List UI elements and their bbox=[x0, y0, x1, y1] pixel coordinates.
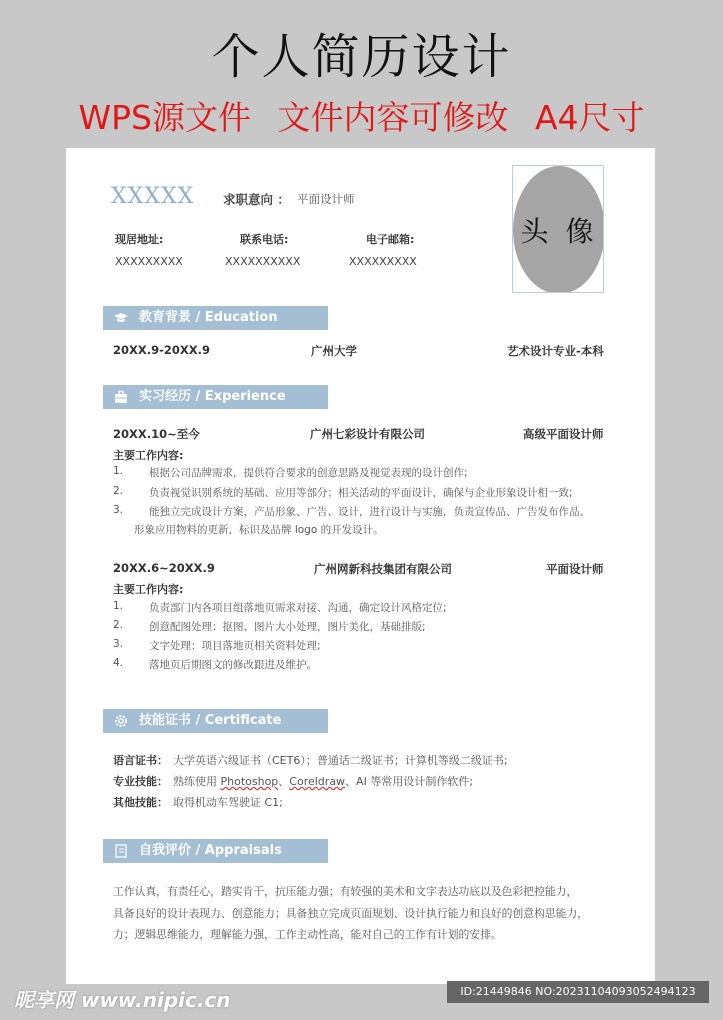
resume-page bbox=[66, 148, 655, 984]
job2-duty-num: 4. bbox=[113, 657, 124, 669]
job2-duty-text: 文字处理：项目落地页相关资料处理; bbox=[149, 640, 321, 652]
job-intent-label: 求职意向 ： bbox=[223, 192, 290, 207]
job1-period: 20XX.10~至今 bbox=[113, 427, 200, 441]
job1-duties-label: 主要工作内容: bbox=[113, 449, 184, 462]
phone-label: 联系电话: bbox=[240, 233, 289, 246]
address-value[interactable]: XXXXXXXXX bbox=[115, 255, 183, 268]
job2-position: 平面设计师 bbox=[546, 562, 604, 576]
appraisal-line: 具备良好的设计表现力、创意能力；具备独立完成页面规划、设计执行能力和良好的创意构思能力， bbox=[113, 907, 589, 920]
photoshop-word: Photoshop bbox=[220, 775, 279, 788]
appraisal-line: 力；逻辑思维能力，理解能力强，工作主动性高，能对自己的工作有计划的安排。 bbox=[113, 928, 502, 941]
job-intent-value[interactable]: 平面设计师 bbox=[297, 192, 355, 206]
graduation-cap-icon bbox=[113, 310, 129, 326]
job1-duty-text: 能独立完成设计方案，产品形象、广告、设计，进行设计与实施，负责宣传品、广告发布作品、 bbox=[149, 506, 590, 518]
job1-duty-text: 负责视觉识别系统的基础、应用等部分；相关活动的平面设计，确保与企业形象设计相一致; bbox=[149, 487, 573, 499]
site-watermark: 昵享网 www.nipic.cn bbox=[14, 988, 231, 1012]
job2-duty-text: 创意配图处理：抠图、图片大小处理，图片美化，基础排版; bbox=[149, 621, 426, 633]
skill-language-label: 语言证书： bbox=[113, 754, 168, 767]
job2-duty-num: 1. bbox=[113, 600, 124, 612]
education-major: 艺术设计专业-本科 bbox=[507, 344, 604, 358]
section-education-header bbox=[103, 306, 328, 330]
job2-duty-text: 落地页后期图文的修改跟进及维护。 bbox=[149, 659, 317, 671]
job1-duty-num: 3. bbox=[113, 504, 124, 516]
job2-duties-label: 主要工作内容: bbox=[113, 583, 184, 596]
section-skills-header bbox=[103, 709, 328, 733]
job1-company: 广州七彩设计有限公司 bbox=[310, 427, 425, 441]
candidate-name[interactable]: XXXXX bbox=[111, 184, 195, 209]
job2-duty-num: 2. bbox=[113, 619, 124, 631]
avatar-label: 头 像 bbox=[520, 215, 598, 248]
banner-title: 个人简历设计 bbox=[211, 29, 512, 85]
education-school: 广州大学 bbox=[311, 344, 357, 358]
skill-language-text: 大学英语六级证书（CET6）；普通话二级证书；计算机等级二级证书; bbox=[173, 754, 508, 767]
job2-company: 广州网新科技集团有限公司 bbox=[314, 562, 452, 576]
job1-duty-text: 形象应用物料的更新，标识及品牌 logo 的开发设计。 bbox=[134, 524, 384, 536]
job1-duty-num: 1. bbox=[113, 465, 124, 477]
skill-other-label: 其他技能： bbox=[113, 796, 168, 809]
section-appraisal-header bbox=[103, 839, 328, 863]
phone-value[interactable]: XXXXXXXXXX bbox=[225, 255, 301, 268]
briefcase-icon bbox=[113, 389, 129, 405]
address-label: 现居地址: bbox=[115, 233, 164, 246]
skill-professional-label: 专业技能： bbox=[113, 775, 168, 788]
id-watermark: ID:21449846 NO:20231104093052494123 bbox=[447, 981, 709, 1003]
job1-duty-text: 根据公司品牌需求，提供符合要求的创意思路及视觉表现的设计创作; bbox=[149, 467, 468, 479]
job2-duty-num: 3. bbox=[113, 638, 124, 650]
section-experience-header bbox=[103, 385, 328, 409]
gear-icon bbox=[113, 713, 129, 729]
section-skills-title: 技能证书 / Certificate bbox=[139, 713, 282, 728]
skill-other-text: 取得机动车驾驶证 C1; bbox=[173, 796, 283, 809]
email-value[interactable]: XXXXXXXXX bbox=[349, 255, 417, 268]
section-appraisal-title: 自我评价 / Appraisals bbox=[139, 843, 282, 858]
job1-position: 高级平面设计师 bbox=[523, 427, 604, 441]
coreldraw-word: Coreldraw bbox=[289, 775, 346, 788]
appraisal-line: 工作认真，有责任心，踏实肯干，抗压能力强；有较强的美术和文字表达功底以及色彩把控能力， bbox=[113, 885, 578, 898]
email-label: 电子邮箱: bbox=[366, 233, 415, 246]
skill-professional-text: 熟练使用 Photoshop、Coreldraw、AI 等常用设计制作软件; bbox=[173, 775, 474, 788]
education-period: 20XX.9-20XX.9 bbox=[113, 343, 210, 357]
job2-duty-text: 负责部门内各项目组落地页需求对接、沟通，确定设计风格定位; bbox=[149, 602, 447, 614]
section-experience-title: 实习经历 / Experience bbox=[139, 389, 286, 404]
section-education-title: 教育背景 / Education bbox=[139, 310, 278, 325]
notebook-icon bbox=[113, 843, 129, 859]
avatar-photo[interactable] bbox=[512, 165, 604, 293]
banner-subtitle: WPS源文件 文件内容可修改 A4尺寸 bbox=[78, 98, 645, 137]
job1-duty-num: 2. bbox=[113, 485, 124, 497]
job2-period: 20XX.6~20XX.9 bbox=[113, 561, 215, 575]
